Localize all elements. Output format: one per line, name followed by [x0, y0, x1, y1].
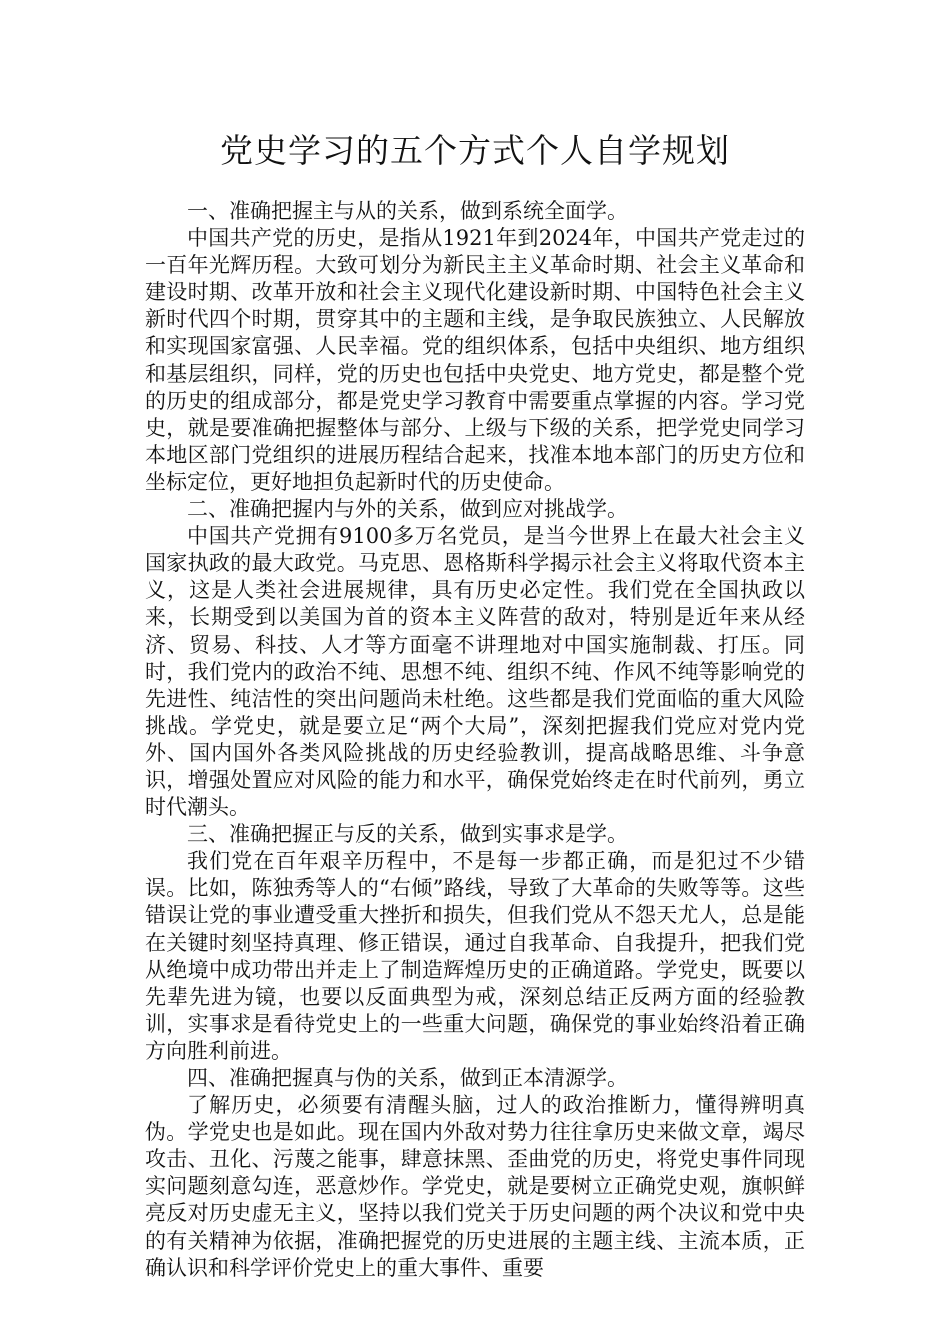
- section-heading-4: 四、准确把握真与伪的关系，做到正本清源学。: [187, 1066, 628, 1090]
- document-body: [145, 198, 805, 1282]
- body-paragraph-4: 了解历史，必须要有清醒头脑，过人的政治推断力，懂得辨明真伪。学党史也是如此。现在国内外敌对势力往往拿历史来做文章，竭尽攻击、丑化、污蔑之能事，肆意抹黑、歪曲党的历史，将党史事件同现实问题刻意勾连，恶意炒作。学党史，就是要树立正确党史观，旗帜鲜亮反对历史虚无主义，坚持以我们党关于历史问题的两个决议和党中央的有关精神为依据，准确把握党的历史进展的主题主线、主流本质，正确认识和科学评价党史上的重大事件、重要: [145, 1093, 805, 1280]
- body-paragraph-2: 中国共产党拥有9100多万名党员，是当今世界上在最大社会主义国家执政的最大政党。马克思、恩格斯科学揭示社会主义将取代资本主义，这是人类社会进展规律，具有历史必定性。我们党在全国执政以来，长期受到以美国为首的资本主义阵营的敌对，特别是近年来从经济、贸易、科技、人才等方面毫不讲理地对中国实施制裁、打压。同时，我们党内的政治不纯、思想不纯、组织不纯、作风不纯等影响党的先进性、纯洁性的突出问题尚未杜绝。这些都是我们党面临的重大风险挑战。学党史，就是要立足“两个大局”，深刻把握我们党应对党内党外、国内国外各类风险挑战的历史经验教训，提高战略思维、斗争意识，增强处置应对风险的能力和水平，确保党始终走在时代前列，勇立时代潮头。: [145, 524, 805, 820]
- body-paragraph-3: 我们党在百年艰辛历程中，不是每一步都正确，而是犯过不少错误。比如，陈独秀等人的“右倾”路线，导致了大革命的失败等等。这些错误让党的事业遭受重大挫折和损失，但我们党从不怨天尤人，总是能在关键时刻坚持真理、修正错误，通过自我革命、自我提升，把我们党从绝境中成功带出并走上了制造辉煌历史的正确道路。学党史，既要以先辈先进为镜，也要以反面典型为戒，深刻总结正反两方面的经验教训，实事求是看待党史上的一些重大问题，确保党的事业始终沿着正确方向胜利前进。: [145, 849, 805, 1063]
- body-paragraph-1: 中国共产党的历史，是指从1921年到2024年，中国共产党走过的一百年光辉历程。大致可划分为新民主主义革命时期、社会主义革命和建设时期、改革开放和社会主义现代化建设新时期、中国特色社会主义新时代四个时期，贯穿其中的主题和主线，是争取民族独立、人民解放和实现国家富强、人民幸福。党的组织体系，包括中央组织、地方组织和基层组织，同样，党的历史也包括中央党史、地方党史，都是整个党的历史的组成部分，都是党史学习教育中需要重点掌握的内容。学习党史，就是要准确把握整体与部分、上级与下级的关系，把学党史同学习本地区部门党组织的进展历程结合起来，找准本地本部门的历史方位和坐标定位，更好地担负起新时代的历史使命。: [145, 226, 805, 494]
- document-title: 党史学习的五个方式个人自学规划: [220, 131, 730, 170]
- section-heading-2: 二、准确把握内与外的关系，做到应对挑战学。: [187, 497, 628, 522]
- section-heading-1: 一、准确把握主与从的关系，做到系统全面学。: [187, 199, 628, 223]
- section-heading-3: 三、准确把握正与反的关系，做到实事求是学。: [187, 822, 628, 847]
